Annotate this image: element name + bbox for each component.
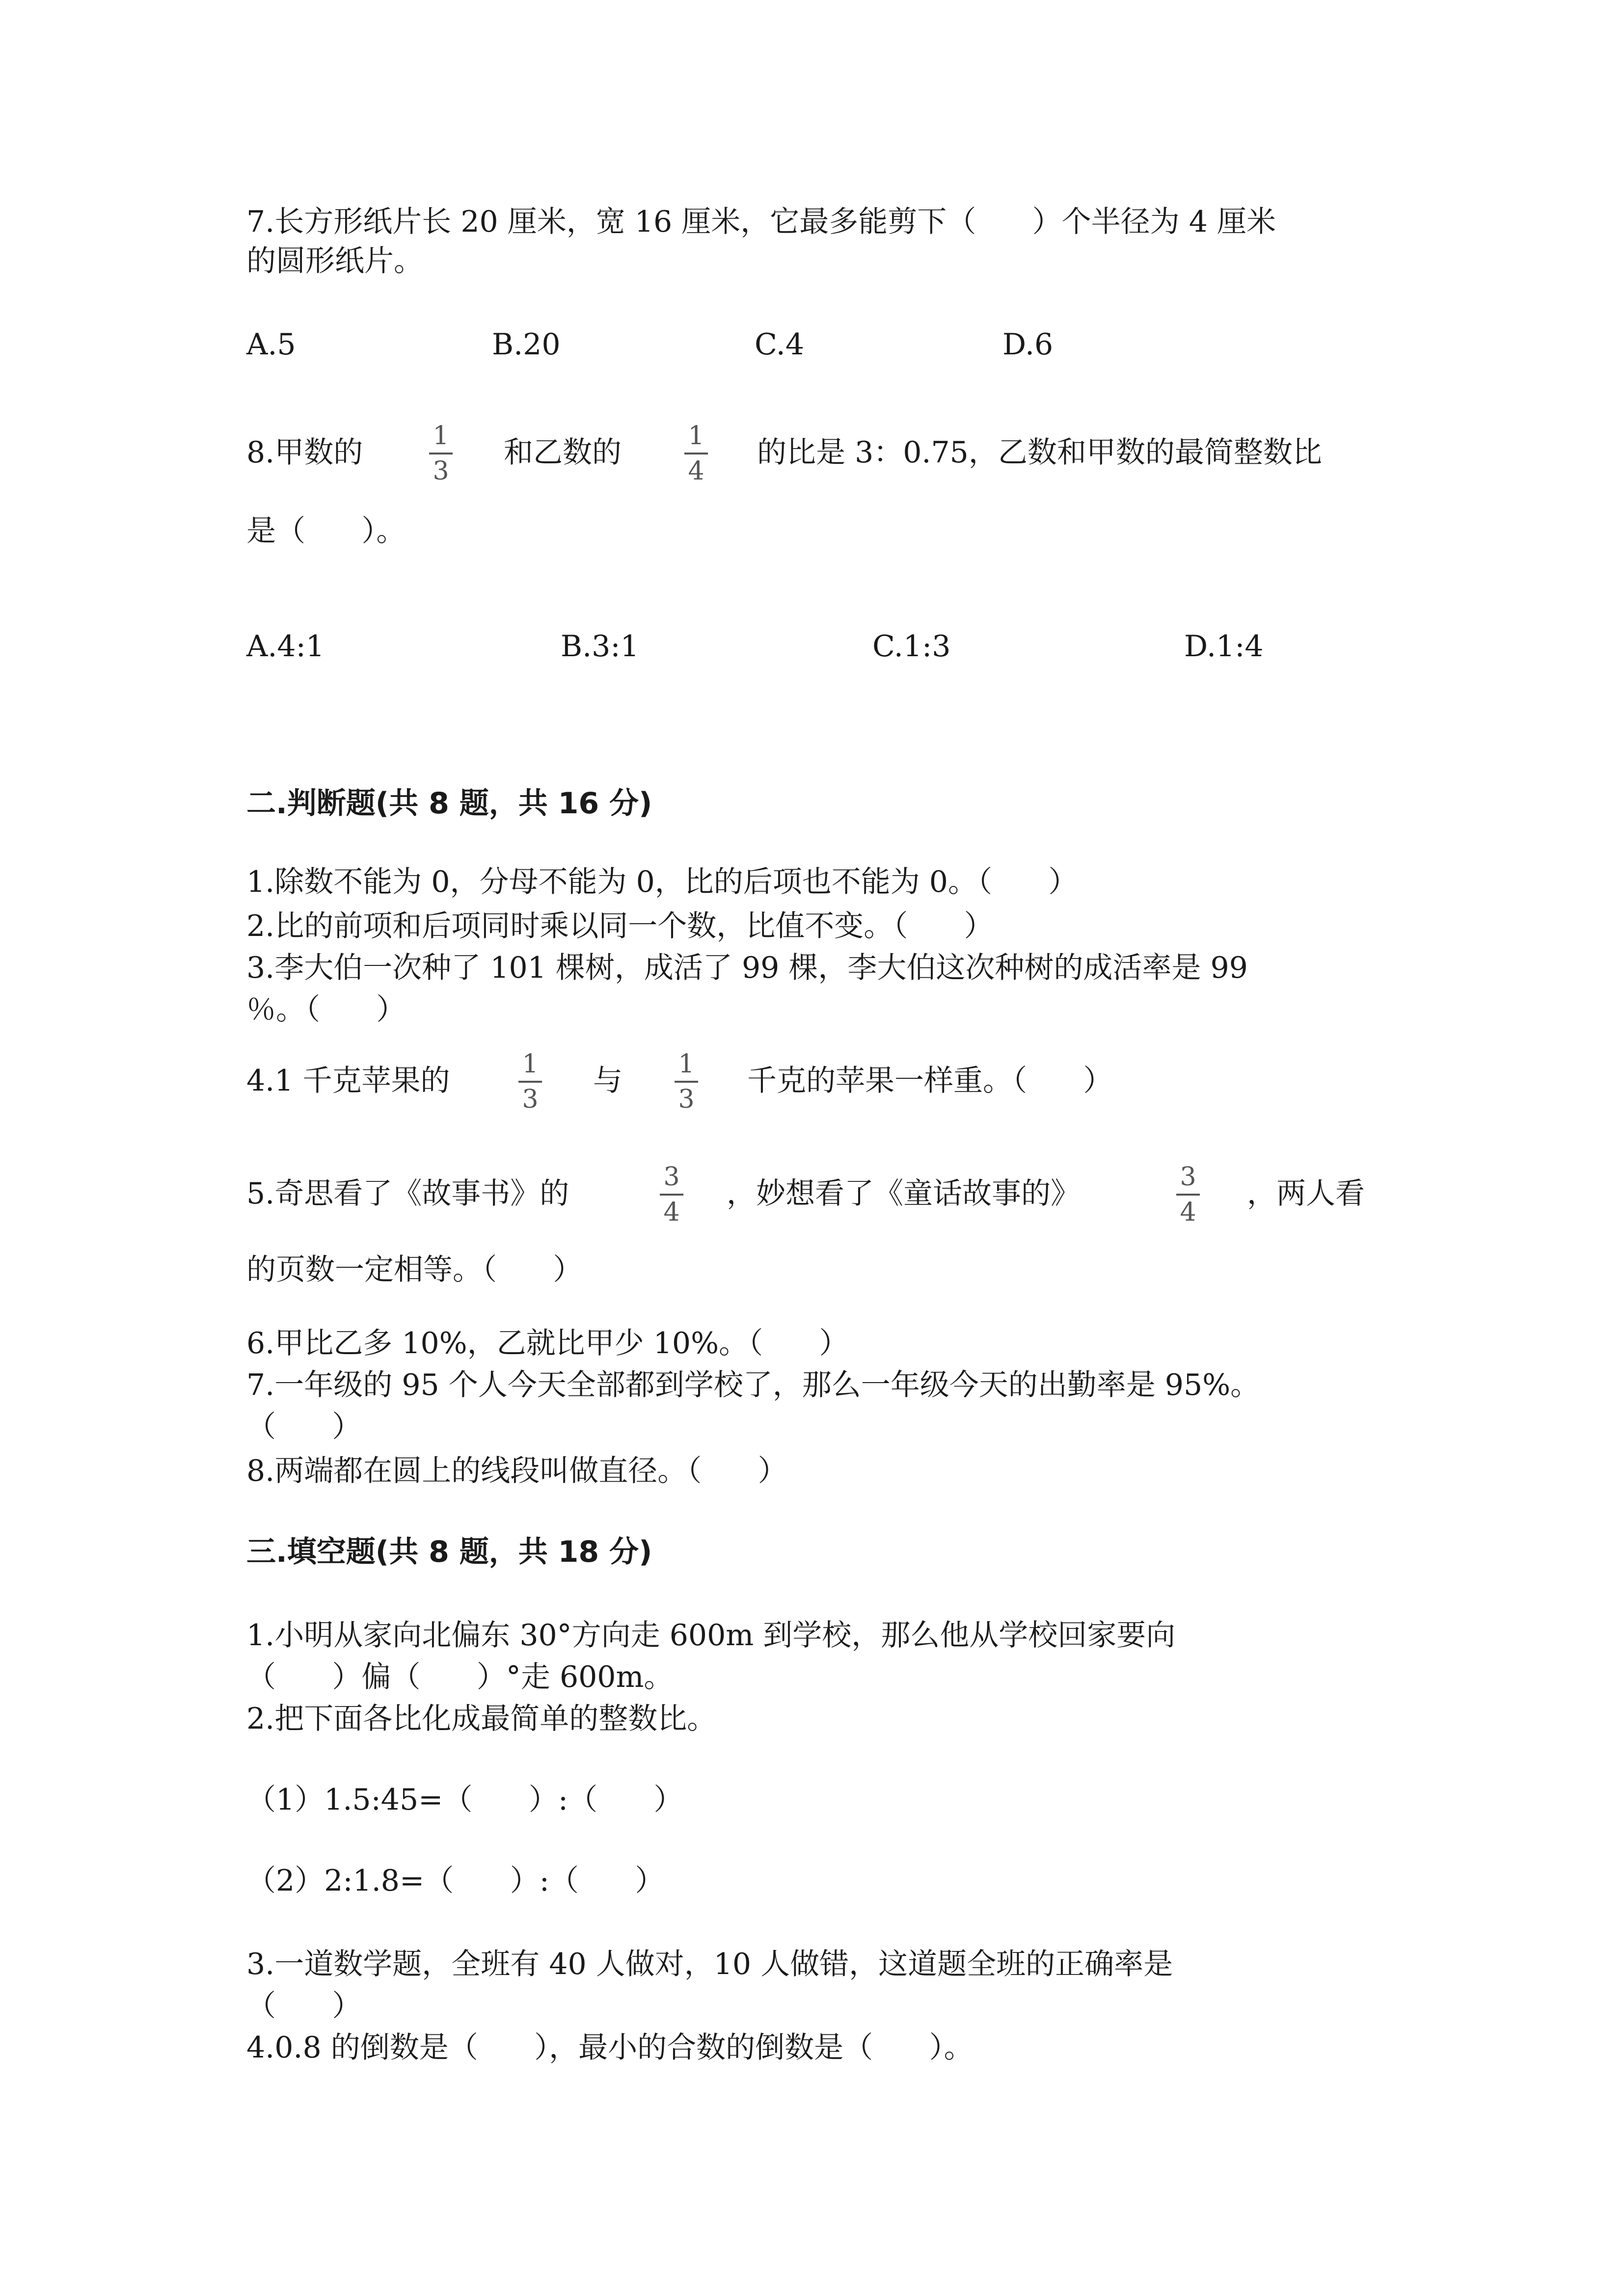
fraction-bar bbox=[429, 453, 453, 454]
fraction-bar bbox=[660, 1194, 683, 1196]
fraction-numerator: 1 bbox=[522, 1049, 539, 1079]
judge-q3-line1: 3.李大伯一次种了 101 棵树，成活了 99 棵，李大伯这次种树的成活率是 99 bbox=[246, 951, 1248, 985]
mc-q7-option-c: C.4 bbox=[755, 327, 805, 362]
judge-q5-text-2: ，妙想看了《童话故事的》 bbox=[727, 1176, 1080, 1211]
mc-q7-option-a: A.5 bbox=[246, 327, 296, 362]
fraction-denominator: 3 bbox=[522, 1085, 539, 1114]
fill-q1-line1: 1.小明从家向北偏东 30°方向走 600m 到学校，那么他从学校回家要向 bbox=[246, 1618, 1176, 1653]
fill-q2-item-2: （2）2:1.8=（ ）:（ ） bbox=[246, 1864, 665, 1898]
mc-q8-line2: 是（ ）。 bbox=[246, 514, 406, 548]
judge-q3-line2: ％。（ ） bbox=[246, 992, 406, 1027]
judge-q7-line2: （ ） bbox=[246, 1410, 362, 1444]
fraction-denominator: 4 bbox=[688, 456, 704, 486]
mc-q8-option-b: B.3:1 bbox=[561, 629, 639, 664]
fraction-numerator: 1 bbox=[678, 1049, 695, 1079]
section-2-title: 二.判断题(共 8 题，共 16 分) bbox=[246, 786, 652, 821]
fraction-numerator: 1 bbox=[433, 421, 449, 451]
mc-q8-text-1: 8.甲数的 bbox=[246, 435, 363, 470]
judge-q5-fraction-2 bbox=[1173, 1162, 1203, 1227]
judge-q4-fraction-1 bbox=[515, 1049, 545, 1114]
fill-q4: 4.0.8 的倒数是（ ），最小的合数的倒数是（ ）。 bbox=[246, 2030, 974, 2065]
fraction-denominator: 4 bbox=[663, 1198, 680, 1227]
judge-q8: 8.两端都在圆上的线段叫做直径。（ ） bbox=[246, 1454, 787, 1488]
fraction-bar bbox=[675, 1081, 698, 1083]
mc-q8-text-3: 的比是 3：0.75，乙数和甲数的最简整数比 bbox=[757, 435, 1322, 470]
judge-q2: 2.比的前项和后项同时乘以同一个数，比值不变。（ ） bbox=[246, 909, 994, 943]
judge-q5-line2: 的页数一定相等。（ ） bbox=[246, 1253, 583, 1287]
judge-q6: 6.甲比乙多 10%，乙就比甲少 10%。（ ） bbox=[246, 1326, 849, 1361]
fraction-bar bbox=[684, 453, 708, 454]
mc-q8-option-c: C.1:3 bbox=[872, 629, 951, 664]
judge-q4-text-3: 千克的苹果一样重。（ ） bbox=[747, 1064, 1113, 1098]
fraction-denominator: 4 bbox=[1180, 1198, 1196, 1227]
judge-q7-line1: 7.一年级的 95 个人今天全部都到学校了，那么一年级今天的出勤率是 95%。 bbox=[246, 1368, 1260, 1402]
mc-q7-line2: 的圆形纸片。 bbox=[246, 244, 423, 278]
judge-q4-text-2: 与 bbox=[593, 1064, 623, 1098]
mc-q8-fraction-2 bbox=[681, 421, 711, 486]
mc-q8-fraction-1 bbox=[426, 421, 456, 486]
fraction-bar bbox=[518, 1081, 542, 1083]
fill-q1-line2: （ ）偏（ ）°走 600m。 bbox=[246, 1660, 674, 1694]
mc-q7-option-d: D.6 bbox=[1002, 327, 1054, 362]
fraction-bar bbox=[1176, 1194, 1200, 1196]
fraction-denominator: 3 bbox=[433, 456, 449, 486]
judge-q1: 1.除数不能为 0，分母不能为 0，比的后项也不能为 0。（ ） bbox=[246, 865, 1078, 899]
fraction-numerator: 3 bbox=[663, 1162, 680, 1192]
fill-q2-item-1: （1）1.5:45=（ ）:（ ） bbox=[246, 1783, 683, 1817]
fill-q3-line1: 3.一道数学题，全班有 40 人做对，10 人做错，这道题全班的正确率是 bbox=[246, 1947, 1173, 1981]
judge-q4-fraction-2 bbox=[672, 1049, 701, 1114]
judge-q5-text-3: ，两人看 bbox=[1247, 1176, 1365, 1211]
mc-q8-text-2: 和乙数的 bbox=[504, 435, 622, 470]
judge-q4-text-1: 4.1 千克苹果的 bbox=[246, 1064, 450, 1098]
fill-q3-line2: （ ） bbox=[246, 1989, 362, 2023]
fill-q2: 2.把下面各比化成最简单的整数比。 bbox=[246, 1702, 717, 1736]
fraction-numerator: 3 bbox=[1180, 1162, 1196, 1192]
mc-q8-option-d: D.1:4 bbox=[1184, 629, 1264, 664]
fraction-numerator: 1 bbox=[688, 421, 704, 451]
fraction-denominator: 3 bbox=[678, 1085, 695, 1114]
mc-q7-option-b: B.20 bbox=[492, 327, 561, 362]
judge-q5-fraction-1 bbox=[657, 1162, 686, 1227]
mc-q8-option-a: A.4:1 bbox=[246, 629, 325, 664]
section-3-title: 三.填空题(共 8 题，共 18 分) bbox=[246, 1535, 652, 1569]
judge-q5-text-1: 5.奇思看了《故事书》的 bbox=[246, 1176, 569, 1211]
mc-q7-line1: 7.长方形纸片长 20 厘米，宽 16 厘米，它最多能剪下（ ）个半径为 4 厘米 bbox=[246, 205, 1276, 239]
